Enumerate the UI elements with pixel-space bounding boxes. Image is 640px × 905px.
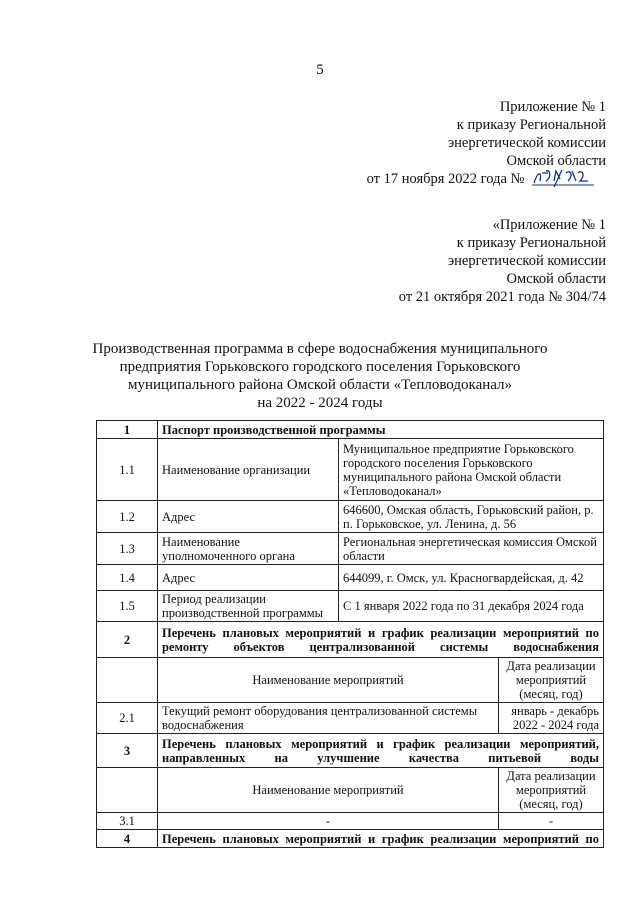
section-title: Перечень плановых мероприятий и график реализации мероприятий, направленных на улучшение качества питьевой воды: [158, 734, 604, 768]
section-row: [97, 734, 604, 768]
document-title: [40, 340, 600, 412]
row-number: 1.2: [97, 501, 158, 533]
section-number: 1: [97, 421, 158, 439]
table-row: [97, 565, 604, 591]
handwritten-order-number: [528, 170, 606, 188]
table-row: [97, 439, 604, 501]
order-date-prefix: от 17 ноября 2022 года №: [366, 171, 525, 187]
row-label: Наименование уполномоченного органа: [158, 533, 339, 565]
row-number: 1.5: [97, 591, 158, 622]
table-row: [97, 813, 604, 830]
event-name: -: [158, 813, 499, 830]
event-date: январь - декабрь 2022 - 2024 года: [499, 703, 604, 734]
handwritten-number-icon: [532, 167, 604, 189]
appendix-line: Приложение № 1: [499, 99, 606, 115]
appendix-line: «Приложение № 1: [492, 217, 606, 233]
section-number: 4: [97, 830, 158, 848]
previous-appendix-header: [399, 216, 606, 306]
row-label: Период реализации производственной программы: [158, 591, 339, 622]
row-label: Адрес: [158, 501, 339, 533]
row-value: С 1 января 2022 года по 31 декабря 2024 года: [339, 591, 604, 622]
table-row: [97, 591, 604, 622]
row-label: Адрес: [158, 565, 339, 591]
section-number: 2: [97, 622, 158, 658]
appendix-line: Омской области: [506, 153, 606, 169]
table-row: [97, 703, 604, 734]
column-header-name: Наименование мероприятий: [158, 768, 499, 813]
row-value: 646600, Омская область, Горьковский район, р. п. Горьковское, ул. Ленина, д. 56: [339, 501, 604, 533]
event-date: -: [499, 813, 604, 830]
row-value: 644099, г. Омск, ул. Красногвардейская, д. 42: [339, 565, 604, 591]
appendix-line: энергетической комиссии: [447, 253, 606, 269]
table-row: [97, 533, 604, 565]
row-value: Региональная энергетическая комиссия Омской области: [339, 533, 604, 565]
title-line: муниципального района Омской области «Тепловодоканал»: [127, 377, 513, 393]
table-row: [97, 501, 604, 533]
column-header-date: Дата реализации мероприятий (месяц, год): [499, 658, 604, 703]
appendix-line: энергетической комиссии: [447, 135, 606, 151]
appendix-line: от 21 октября 2021 года № 304/74: [398, 289, 606, 305]
row-number: 1.3: [97, 533, 158, 565]
section-row: [97, 622, 604, 658]
empty-cell: [97, 768, 158, 813]
title-line: предприятия Горьковского городского поселения Горьковского: [119, 359, 521, 375]
appendix-line: к приказу Региональной: [456, 117, 606, 133]
title-line: на 2022 - 2024 годы: [257, 395, 383, 411]
row-number: 3.1: [97, 813, 158, 830]
program-table: [96, 420, 604, 848]
column-header-name: Наименование мероприятий: [158, 658, 499, 703]
appendix-line: к приказу Региональной: [456, 235, 606, 251]
order-date-line: [367, 170, 606, 188]
row-value: Муниципальное предприятие Горьковского городского поселения Горьковского муниципального района Омской области «Тепловодоканал»: [339, 439, 604, 501]
section-number: 3: [97, 734, 158, 768]
column-header-row: [97, 768, 604, 813]
column-header-row: [97, 658, 604, 703]
event-name: Текущий ремонт оборудования централизованной системы водоснабжения: [158, 703, 499, 734]
row-number: 1.1: [97, 439, 158, 501]
empty-cell: [97, 658, 158, 703]
section-row: [97, 421, 604, 439]
section-row: [97, 830, 604, 848]
row-number: 1.4: [97, 565, 158, 591]
title-line: Производственная программа в сфере водоснабжения муниципального: [92, 341, 548, 357]
section-title: Перечень плановых мероприятий и график реализации мероприятий по: [158, 830, 604, 848]
appendix-header: [367, 98, 606, 188]
row-label: Наименование организации: [158, 439, 339, 501]
appendix-line: Омской области: [506, 271, 606, 287]
row-number: 2.1: [97, 703, 158, 734]
column-header-date: Дата реализации мероприятий (месяц, год): [499, 768, 604, 813]
page-number: 5: [316, 62, 324, 78]
section-title: Перечень плановых мероприятий и график реализации мероприятий по ремонту объектов централизованной системы водоснабжения: [158, 622, 604, 658]
section-title: Паспорт производственной программы: [158, 421, 604, 439]
